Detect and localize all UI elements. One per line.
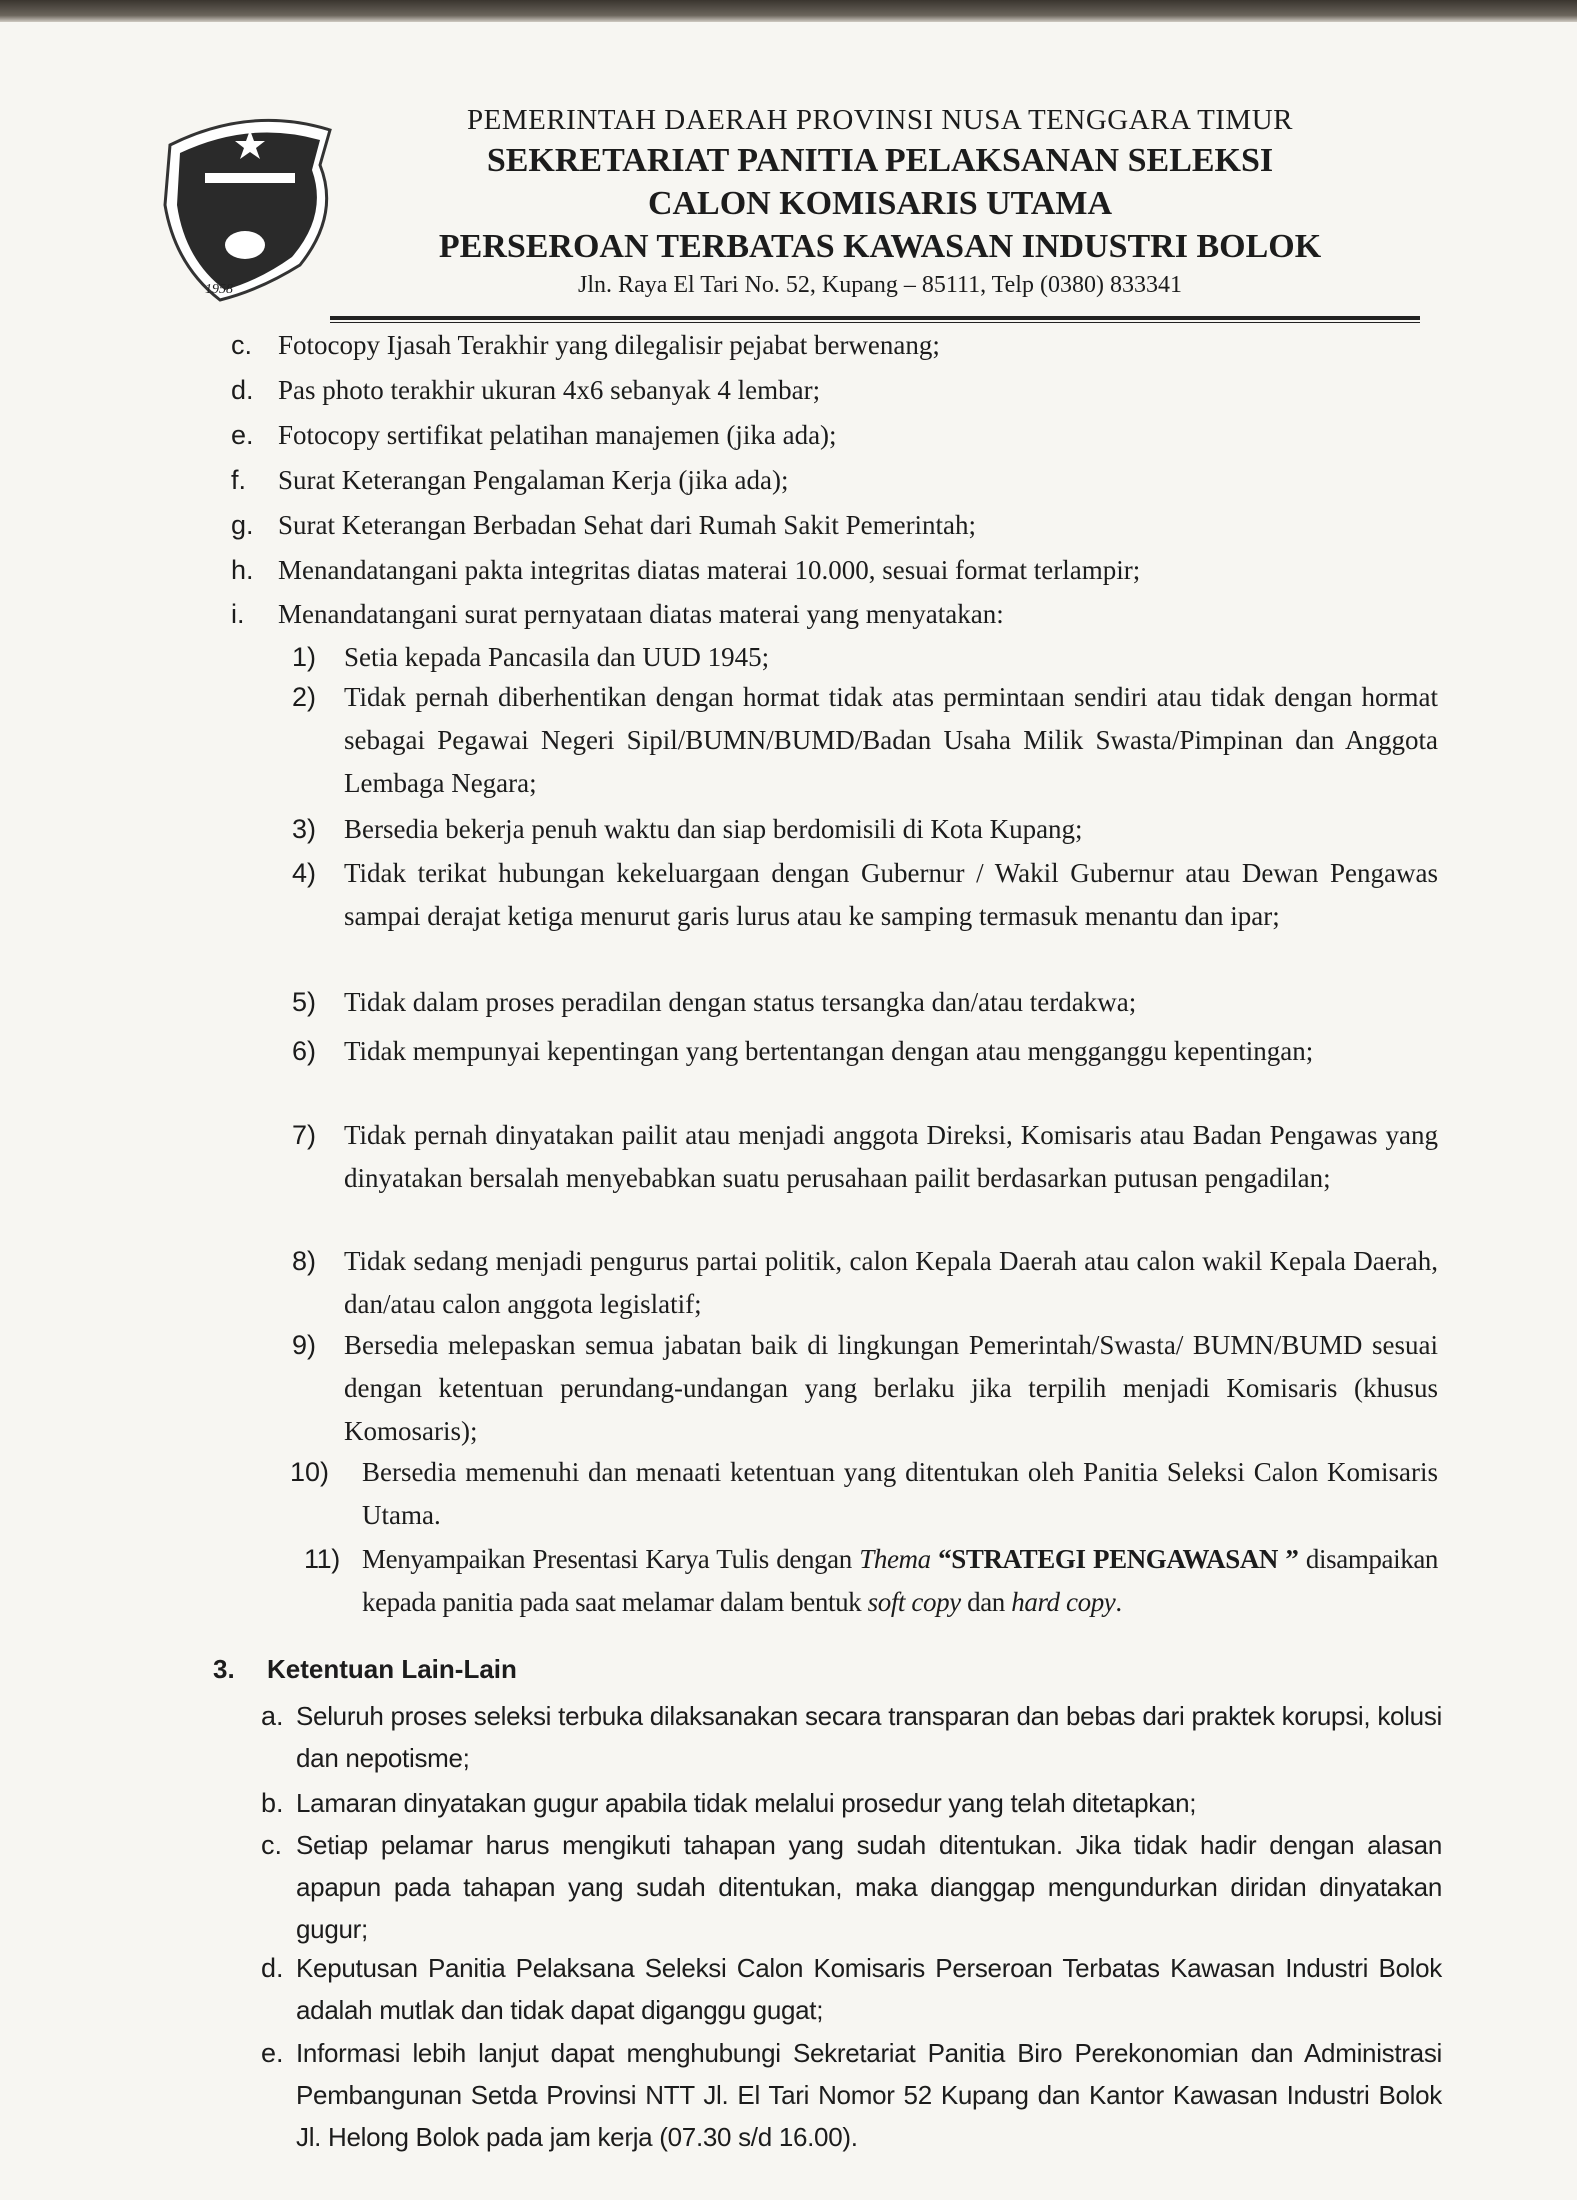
photo-edge [0, 0, 1577, 22]
statement-item-marker: 2) [292, 682, 317, 712]
soft-copy-italic: soft copy [867, 1587, 961, 1617]
section-3-item-marker: c. [261, 1830, 283, 1860]
thema-italic: Thema [859, 1544, 931, 1574]
statement-item-marker: 9) [292, 1330, 317, 1360]
section-3-item-marker: b. [261, 1788, 284, 1818]
requirement-item-text: Menandatangani pakta integritas diatas materai 10.000, sesuai format terlampir; [278, 555, 1141, 585]
letterhead-secretariat: SEKRETARIAT PANITIA PELAKSANAN SELEKSI [486, 142, 1274, 179]
letterhead-address: Jln. Raya El Tari No. 52, Kupang – 85111, Telp (0380) 833341 [578, 272, 1182, 298]
statement-item-text: Bersedia memenuhi dan menaati ketentuan yang ditentukan oleh Panitia Seleksi Calon Komisaris Utama. [362, 1457, 1438, 1530]
section-3-item-text: Seluruh proses seleksi terbuka dilaksanakan secara transparan dan bebas dari praktek korupsi, kolusi dan nepotisme; [296, 1701, 1442, 1773]
statement-item-marker: 5) [292, 987, 317, 1017]
statement-item-text: Bersedia bekerja penuh waktu dan siap berdomisili di Kota Kupang; [344, 814, 1083, 844]
section-3-item-text: Keputusan Panitia Pelaksana Seleksi Calon Komisaris Perseroan Terbatas Kawasan Industri Bolok adalah mutlak dan tidak dapat diganggu gugat; [296, 1953, 1442, 2025]
requirement-item-marker: c. [231, 330, 253, 360]
letterhead-position: CALON KOMISARIS UTAMA [647, 185, 1113, 222]
svg-text:1958: 1958 [205, 282, 233, 297]
statement-marker: 11) [304, 1544, 340, 1574]
statement-item-marker: 3) [292, 814, 317, 844]
section-3-item-marker: e. [261, 2038, 284, 2068]
requirement-item-marker: h. [231, 555, 254, 585]
section-3-item-text: Informasi lebih lanjut dapat menghubungi Sekretariat Panitia Biro Perekonomian dan Administrasi Pembangunan Setda Provinsi NTT Jl. El Tari Nomor 52 Kupang dan Kantor Kawasan Industri Bolok Jl. Helong Bolok pada jam kerja (07.30 s/d 16.00). [296, 2038, 1442, 2152]
requirement-item-marker: d. [231, 375, 254, 405]
statement-item-text: Tidak dalam proses peradilan dengan status tersangka dan/atau terdakwa; [344, 987, 1137, 1017]
requirement-item-text: Surat Keterangan Berbadan Sehat dari Rumah Sakit Pemerintah; [278, 510, 977, 540]
letterhead-company: PERSEROAN TERBATAS KAWASAN INDUSTRI BOLOK [438, 228, 1322, 265]
section-3-item-marker: d. [261, 1953, 284, 1983]
statement-item-marker: 1) [292, 642, 317, 672]
requirement-item-text: Surat Keterangan Pengalaman Kerja (jika ada); [278, 465, 789, 495]
statement-item-text: Setia kepada Pancasila dan UUD 1945; [344, 642, 770, 672]
statement-text: disampaikan kepada panitia pada saat melamar dalam bentuk [362, 1544, 1438, 1617]
statement-item-marker: 7) [292, 1120, 317, 1150]
statement-item-text: Tidak terikat hubungan kekeluargaan dengan Gubernur / Wakil Gubernur atau Dewan Pengawas sampai derajat ketiga menurut garis lurus atau ke samping termasuk menantu dan ipar; [344, 858, 1438, 931]
section-3-item-text: Setiap pelamar harus mengikuti tahapan yang sudah ditentukan. Jika tidak hadir dengan alasan apapun pada tahapan yang sudah ditentukan, maka dianggap mengundurkan diridan dinyatakan gugur; [296, 1830, 1442, 1944]
statement-item-marker: 4) [292, 858, 317, 888]
statement-item-text: Tidak pernah diberhentikan dengan hormat tidak atas permintaan sendiri atau tidak dengan hormat sebagai Pegawai Negeri Sipil/BUMN/BUMD/Badan Usaha Milik Swasta/Pimpinan dan Anggota Lembaga Negara; [344, 682, 1438, 798]
statement-item-marker: 10) [290, 1457, 330, 1487]
section-3-item-marker: a. [261, 1701, 284, 1731]
statement-item-text: Tidak sedang menjadi pengurus partai politik, calon Kepala Daerah atau calon wakil Kepala Daerah, dan/atau calon anggota legislatif; [344, 1246, 1438, 1319]
statement-text: . [1115, 1587, 1122, 1617]
requirement-item-text: Menandatangani surat pernyataan diatas materai yang menyatakan: [278, 599, 1004, 629]
statement-item-text: Tidak pernah dinyatakan pailit atau menjadi anggota Direksi, Komisaris atau Badan Pengawas yang dinyatakan bersalah menyebabkan suatu perusahaan pailit berdasarkan putusan pengadilan; [344, 1120, 1438, 1193]
requirement-item-marker: e. [231, 420, 254, 450]
letterhead-government: PEMERINTAH DAERAH PROVINSI NUSA TENGGARA TIMUR [466, 104, 1294, 136]
statement-text: dan [960, 1587, 1012, 1617]
provincial-emblem-logo [150, 105, 350, 305]
requirement-item-text: Fotocopy sertifikat pelatihan manajemen (jika ada); [278, 420, 837, 450]
section-3-title: Ketentuan Lain-Lain [267, 1654, 517, 1684]
letterhead-rule-thin [330, 322, 1420, 323]
hard-copy-italic: hard copy [1011, 1587, 1116, 1617]
section-3-item-text: Lamaran dinyatakan gugur apabila tidak melalui prosedur yang telah ditetapkan; [296, 1788, 1197, 1818]
requirement-item-marker: g. [231, 510, 254, 540]
letterhead-rule [330, 316, 1420, 320]
requirement-item-marker: i. [231, 599, 245, 629]
statement-item-text: Tidak mempunyai kepentingan yang bertentangan dengan atau mengganggu kepentingan; [344, 1036, 1314, 1066]
requirement-item-text: Fotocopy Ijasah Terakhir yang dilegalisir pejabat berwenang; [278, 330, 940, 360]
statement-text: Menyampaikan Presentasi Karya Tulis dengan [362, 1544, 860, 1574]
statement-item-marker: 6) [292, 1036, 317, 1066]
requirement-item-text: Pas photo terakhir ukuran 4x6 sebanyak 4 lembar; [278, 375, 821, 405]
theme-title: “STRATEGI PENGAWASAN ” [930, 1544, 1299, 1574]
requirement-item-marker: f. [231, 465, 247, 495]
statement-item-marker: 8) [292, 1246, 317, 1276]
section-3-number: 3. [213, 1654, 235, 1684]
statement-item-text: Bersedia melepaskan semua jabatan baik di lingkungan Pemerintah/Swasta/ BUMN/BUMD sesuai dengan ketentuan perundang-undangan yang berlaku jika terpilih menjadi Komisaris (khusus Komosaris); [344, 1330, 1438, 1446]
statement-11 [304, 1538, 1438, 1624]
